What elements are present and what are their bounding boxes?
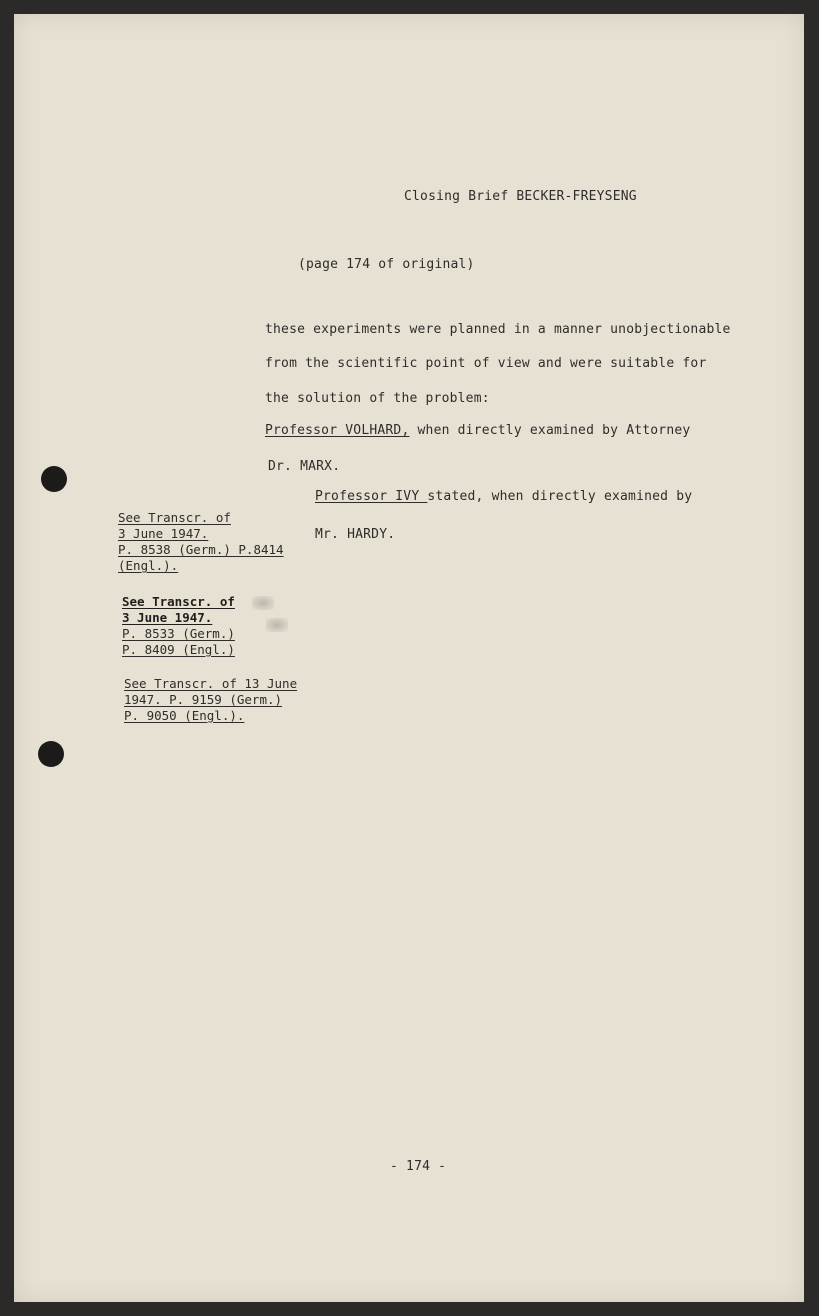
ink-smudge [266,618,288,632]
margin-note-3-line: P. 9050 (Engl.). [124,708,245,723]
margin-note-2-line: See Transcr. of [122,594,235,609]
body-line-6 [315,488,692,505]
margin-note-3 [124,676,297,724]
body-line-3: the solution of the problem: [265,391,490,406]
body-line-5: Dr. MARX. [268,459,341,474]
margin-note-1-line: P. 8538 (Germ.) P.8414 [118,542,284,557]
margin-note-2-line: 3 June 1947. [122,610,213,625]
document-title: Closing Brief BECKER-FREYSENG [404,189,637,204]
ink-smudge [252,596,274,610]
body-line-7: Mr. HARDY. [315,527,396,542]
witness-ivy: Professor IVY [315,489,428,504]
margin-note-3-line: See Transcr. of 13 June [124,676,298,691]
margin-note-2 [122,594,235,658]
margin-note-2-line: P. 8533 (Germ.) [122,626,235,641]
page-number: - 174 - [390,1159,447,1174]
body-line-6-rest: stated, when directly examined by [427,489,693,504]
body-line-2: from the scientific point of view and were suitable for [265,356,707,371]
margin-note-3-line: 1947. P. 9159 (Germ.) [124,692,283,707]
page-reference: (page 174 of original) [298,257,475,272]
margin-note-2-line: P. 8409 (Engl.) [122,642,235,657]
punch-hole-top [41,466,67,492]
body-line-4-rest: when directly examined by Attorney [409,423,691,438]
margin-note-1-line: See Transcr. of [118,510,231,525]
document-page [14,14,804,1302]
body-line-4 [265,422,690,439]
margin-note-1-line: (Engl.). [118,558,179,573]
body-line-1: these experiments were planned in a manner unobjectionable [265,322,731,337]
margin-note-1-line: 3 June 1947. [118,526,209,541]
witness-volhard: Professor VOLHARD, [265,423,410,438]
margin-note-1 [118,510,284,574]
punch-hole-bottom [38,741,64,767]
